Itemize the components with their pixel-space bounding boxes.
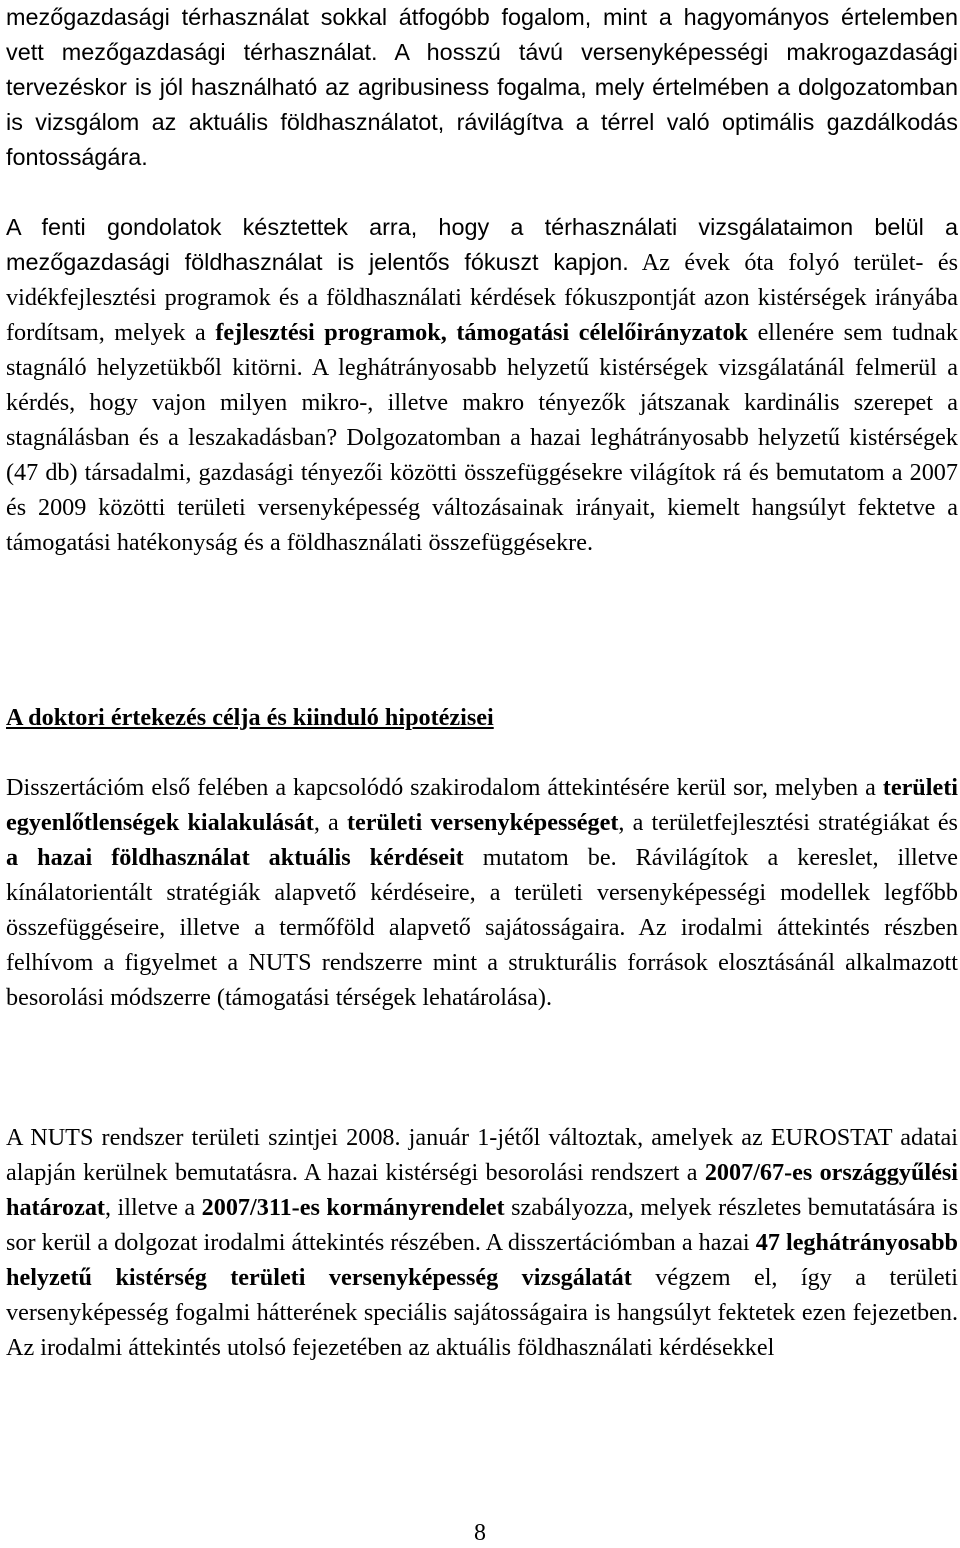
- paragraph-text: , a területfejlesztési stratégiákat és: [618, 809, 958, 836]
- paragraph-text-serif: ellenére sem tudnak stagnáló helyzetükből kitörni. A leghátrányosabb helyzetű kistérségek vizsgálatánál felmerül a kérdés, hogy vajon milyen mikro-, illetve makro tényezők játszanak kardinális szerepet a stagnálásban és a leszakadásban? Dolgozatomban a hazai leghátrányosabb helyzetű kistérségek (47 db) társadalmi, gazdasági tényezői közötti összefüggésekre világítok rá és bemutatom a 2007 és 2009 közötti területi versenyképesség változásainak irányait, kiemelt hangsúlyt fektetve a támogatási hatékonyság és a földhasználati összefüggésekre.: [6, 319, 958, 556]
- paragraph-text: végzem el, így a területi versenyképesség fogalmi hátterének speciális sajátosságaira is hangsúlyt fektetek ezen fejezetben. Az irodalmi áttekintés utolsó fejezetében az aktuális földhasználati kérdésekkel: [6, 1264, 958, 1361]
- paragraph-text: A NUTS rendszer területi szintjei 2008. január 1-jétől változtak, amelyek az EUROSTAT adatai alapján kerülnek bemutatásra. A hazai kistérségi besorolási rendszert a: [6, 1124, 958, 1186]
- bold-phrase: 47 leghátrányosabb helyzetű kistérség területi versenyképesség vizsgálatát: [6, 1229, 958, 1291]
- paragraph-nuts: [6, 1120, 958, 1365]
- paragraph-text: Disszertációm első felében a kapcsolódó szakirodalom áttekintésére kerül sor, melyben a: [6, 774, 883, 801]
- bold-phrase: fejlesztési programok, támogatási célelőirányzatok: [215, 319, 749, 346]
- bold-phrase: 2007/311-es kormányrendelet: [201, 1194, 505, 1221]
- bold-phrase: területi egyenlőtlenségek kialakulását: [6, 774, 958, 836]
- bold-phrase: 2007/67-es országgyűlési határozat: [6, 1159, 958, 1221]
- paragraph-text: mutatom be. Rávilágítok a kereslet, illetve kínálatorientált stratégiák alapvető kérdéseire, a területi versenyképességi modellek legfőbb összefüggéseire, illetve a termőföld alapvető sajátosságaira. Az irodalmi áttekintés részben felhívom a figyelmet a NUTS rendszerre mint a strukturális források elosztásánál alkalmazott besorolási módszerre (támogatási térségek lehatárolása).: [6, 844, 958, 1011]
- paragraph-literature-review: [6, 770, 958, 1015]
- paragraph-text: mezőgazdasági térhasználat sokkal átfogóbb fogalom, mint a hagyományos értelemben vett mezőgazdasági térhasználat. A hosszú távú versenyképességi makrogazdasági tervezéskor is jól használható az agribusiness fogalma, mely értelmében a dolgozatomban is vizsgálom az aktuális földhasználatot, rávilágítva a térrel való optimális gazdálkodás fontosságára.: [6, 4, 958, 170]
- paragraph-text-sans: A fenti gondolatok késztettek arra, hogy a térhasználati vizsgálataimon belül a mezőgazdasági földhasználat is jelentős fókuszt kapjon.: [6, 214, 958, 275]
- bold-phrase: a hazai földhasználat aktuális kérdéseit: [6, 844, 464, 871]
- paragraph-text: , illetve a: [104, 1194, 202, 1221]
- paragraph-agribusiness: [6, 0, 958, 175]
- paragraph-text: , a: [313, 809, 347, 836]
- page-number: 8: [474, 1520, 486, 1546]
- bold-phrase: területi versenyképességet: [346, 809, 619, 836]
- section-heading: A doktori értekezés célja és kiinduló hipotézisei: [6, 704, 494, 731]
- paragraph-text-serif: Az évek óta folyó terület- és vidékfejlesztési programok és a földhasználati kérdések fókuszpontját azon kistérségek irányába fordítsam, melyek a: [6, 249, 958, 346]
- paragraph-focus: [6, 210, 958, 560]
- paragraph-text: szabályozza, melyek részletes bemutatására is sor kerül a dolgozat irodalmi áttekintés részében. A disszertációmban a hazai: [6, 1194, 958, 1256]
